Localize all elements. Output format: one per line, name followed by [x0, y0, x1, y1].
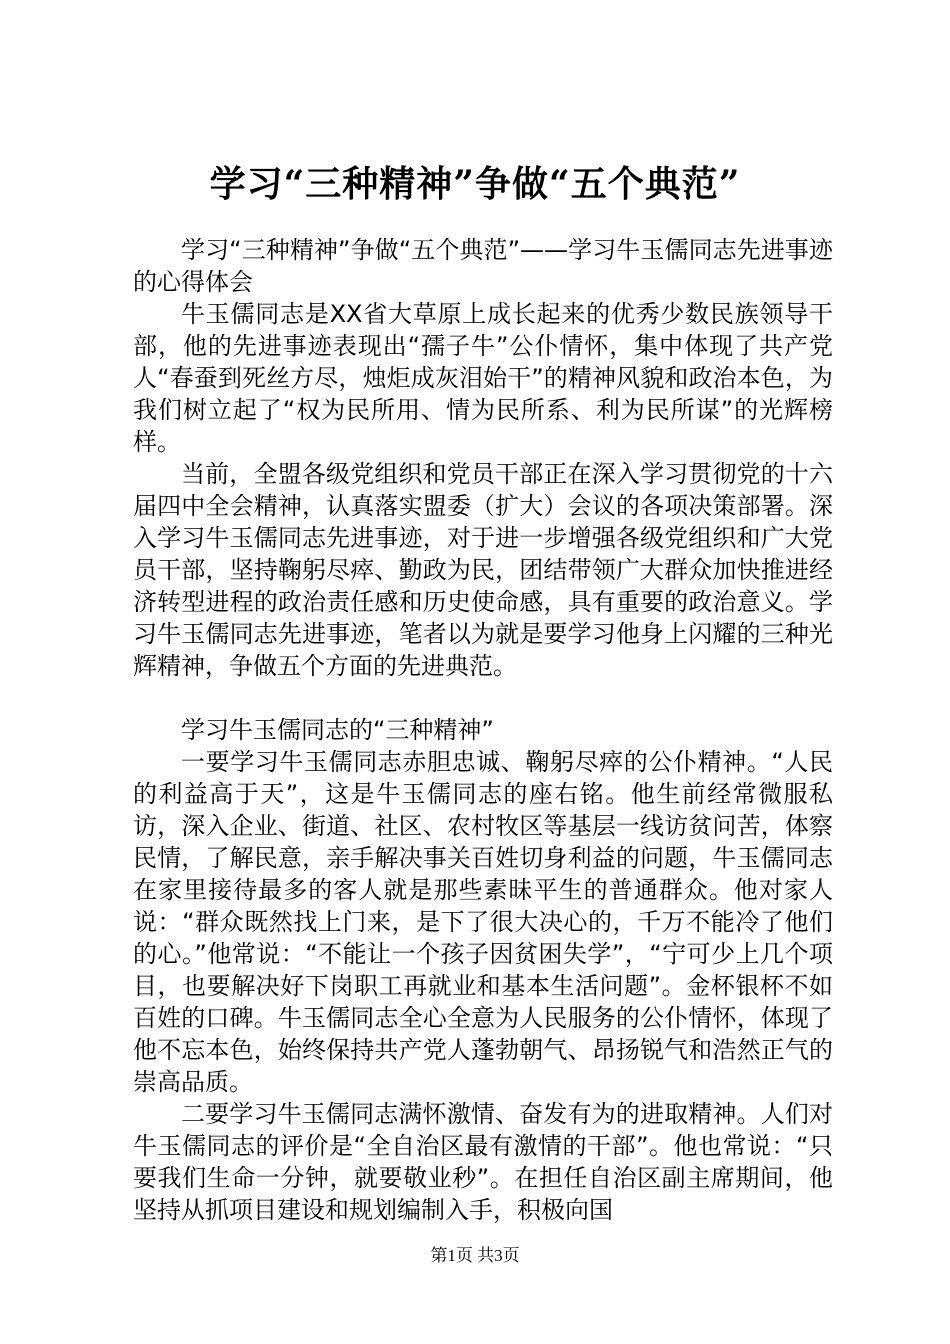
document-title: 学习“三种精神”争做“五个典范” — [209, 163, 741, 205]
body-paragraph: 二要学习牛玉儒同志满怀激情、奋发有为的进取精神。人们对牛玉儒同志的评价是“全自治区最有激情的干部”。他也常说：“只要我们生命一分钟，就要敬业秒”。在担任自治区副主席期间，他坚持从抓项目建设和规划编制入手，积极向国 — [133, 1100, 833, 1224]
document-body — [133, 234, 833, 1226]
body-paragraph: 当前，全盟各级党组织和党员干部正在深入学习贯彻党的十六届四中全会精神，认真落实盟委（扩大）会议的各项决策部署。深入学习牛玉儒同志先进事迹，对于进一步增强各级党组织和广大党员干部，坚持鞠躬尽瘁、勤政为民，团结带领广大群众加快推进经济转型进程的政治责任感和历史使命感，具有重要的政治意义。学习牛玉儒同志先进事迹，笔者以为就是要学习他身上闪耀的三种光辉精神，争做五个方面的先进典范。 — [133, 460, 833, 680]
body-paragraph: 一要学习牛玉儒同志赤胆忠诚、鞠躬尽瘁的公仆精神。“人民的利益高于天”，这是牛玉儒同志的座右铭。他生前经常微服私访，深入企业、街道、社区、农村牧区等基层一线访贫问苦，体察民情，了解民意，亲手解决事关百姓切身利益的问题，牛玉儒同志在家里接待最多的客人就是那些素昧平生的普通群众。他对家人说：“群众既然找上门来，是下了很大决心的，千万不能冷了他们的心。”他常说：“不能让一个孩子因贫困失学”，“宁可少上几个项目，也要解决好下岗职工再就业和基本生活问题”。金杯银杯不如百姓的口碑。牛玉儒同志全心全意为人民服务的公仆情怀，体现了他不忘本色，始终保持共产党人蓬勃朝气、昂扬锐气和浩然正气的崇高品质。 — [133, 748, 833, 1096]
body-paragraph: 牛玉儒同志是XX省大草原上成长起来的优秀少数民族领导干部，他的先进事迹表现出“孺子牛”公仆情怀，集中体现了共产党人“春蚕到死丝方尽，烛炬成灰泪始干”的精神风貌和政治本色，为我们树立起了“权为民所用、情为民所系、利为民所谋”的光辉榜样。 — [133, 300, 833, 456]
subtitle-paragraph: 学习“三种精神”争做“五个典范”——学习牛玉儒同志先进事迹的心得体会 — [133, 236, 833, 296]
section-heading: 学习牛玉儒同志的“三种精神” — [181, 716, 494, 744]
page-footer: 第1页 共3页 — [430, 1246, 520, 1265]
